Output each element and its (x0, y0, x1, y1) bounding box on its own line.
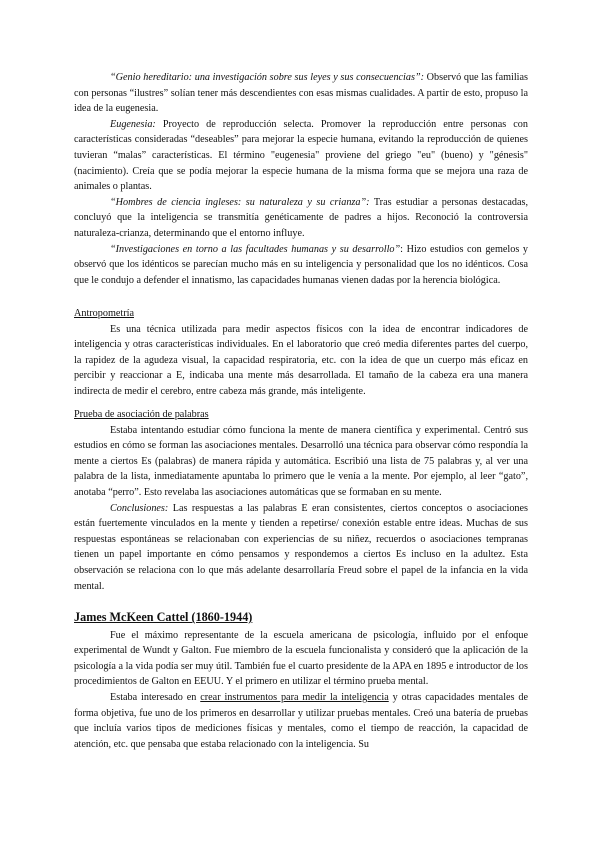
work-title: “Genio hereditario: una investigación sobre sus leyes y sus consecuencias”: (110, 72, 425, 83)
paragraph-text: Tras estudiar a personas destacadas, concluyó que la inteligencia se transmitía genéticamente de padres a hijos. Reconoció la controversia naturaleza-crianza, determinando que el entorno influye. (74, 196, 528, 239)
paragraph-cattell-1: Fue el máximo representante de la escuela americana de psicología, influido por el enfoque experimental de Wundt y Galton. Fue miembro de la escuela funcionalista y consideró que la aplicación de la psicología a la vida podía ser muy útil. También fue el cuarto presidente de la APA en 1895 e introductor de los procedimientos de Galton en EEUU. Y el primero en utilizar el término prueba mental. (74, 629, 528, 688)
paragraph-asociacion: Estaba intentando estudiar cómo funciona la mente de manera científica y experimental. Centró sus estudios en cómo se forman las asociaciones mentales. Desarrolló una técnica para observar cómo respondía la mente a ciertos Es (palabras) de manera rápida y automática. Escribió una lista de 75 palabras y, al ver una palabra de la lista, inmediatamente apuntaba lo primero que le venía a la mente. Por ejemplo, al leer “gato”, anotaba “perro”. Esto revelaba las asociaciones automáticas que se formaban en su mente. (74, 424, 528, 498)
section-heading-cattell: James McKeen Cattel (1860-1944) (74, 610, 253, 624)
paragraph-eugenesia (74, 117, 528, 195)
section-heading: Prueba de asociación de palabras (74, 409, 209, 420)
term-title: Eugenesia: (110, 118, 156, 130)
paragraph-text: Las respuestas a las palabras E eran consistentes, ciertos conceptos o asociaciones están fuertemente vinculados en la mente y tienden a repetirse/ conexión estable entre ideas. Muchas de sus respuestas espontáneas se relacionaban con experiencias de su niñez, recuerdos o asociaciones tempranas tienen un papel importante en cómo pensamos y respondemos a ciertos Es incluso en la adultez. Esta observación se relaciona con lo que más adelante desarrollaría Freud sobre el papel de la infancia en la vida mental. (74, 502, 528, 592)
paragraph-text: : Hizo estudios con gemelos y observó que los idénticos se parecían mucho más en su inteligencia y personalidad que los no idénticos. Cosa que le condujo a defender el innatismo, las capacidades humanas vienen dadas por la herencia biológica. (74, 243, 528, 286)
paragraph-cattell-2 (74, 690, 528, 752)
underlined-phrase: crear instrumentos para medir la inteligencia (200, 691, 389, 703)
work-title: “Hombres de ciencia ingleses: su naturaleza y su crianza”: (110, 196, 370, 208)
paragraph-text: Observó que las familias con personas “ilustres” solían tener más descendientes con esas mismas cualidades. A partir de esto, propuso la idea de la eugenesia. (74, 72, 528, 115)
cattell-section (74, 610, 528, 752)
paragraph-conclusiones (74, 501, 528, 595)
paragraph-genio-hereditario (74, 70, 528, 117)
paragraph-investigaciones (74, 242, 528, 289)
asociacion-section (74, 407, 528, 594)
paragraph-text: y otras capacidades mentales de forma objetiva, fue uno de los primeros en desarrollar y utilizar pruebas mentales. Creó una batería de pruebas que incluía varios tipos de mediciones físicas y mentales, como el tiempo de reacción, la capacidad de atención, etc. que pensaba que estaba relacionado con la inteligencia. Su (74, 691, 528, 750)
antropometria-section (74, 306, 528, 400)
section-heading: Antropometría (74, 308, 134, 319)
paragraph-hombres-de-ciencia (74, 195, 528, 242)
work-title: “Investigaciones en torno a las facultades humanas y su desarrollo” (110, 243, 401, 255)
paragraph-text: Proyecto de reproducción selecta. Promover la reproducción entre personas con características consideradas “deseables” para mejorar la especie humana, evitando la reproducción de quienes tuvieran “malas” características. El término "eugenesia" proviene del griego "eu" (bueno) y "génesis" (nacimiento). Creía que se podía mejorar la especie humana de la misma forma que se mejora una raza de animales o plantas. (74, 118, 528, 193)
paragraph-antropometria: Es una técnica utilizada para medir aspectos físicos con la idea de encontrar indicadores de inteligencia y otras características individuales. En el laboratorio que creó media diferentes partes del cuerpo, la rapidez de la agudeza visual, la capacidad respiratoria, etc. con la idea de que un cuerpo más eficaz en percibir y reaccionar a E, indicaba una mente más desarrollada. El tamaño de la cabeza era una manera indirecta de medir el cerebro, entre cabeza más grande, más inteligente. (74, 323, 528, 397)
term-title: Conclusiones: (110, 502, 169, 514)
paragraph-text: Estaba interesado en (110, 691, 201, 703)
galton-works-section (74, 70, 528, 288)
